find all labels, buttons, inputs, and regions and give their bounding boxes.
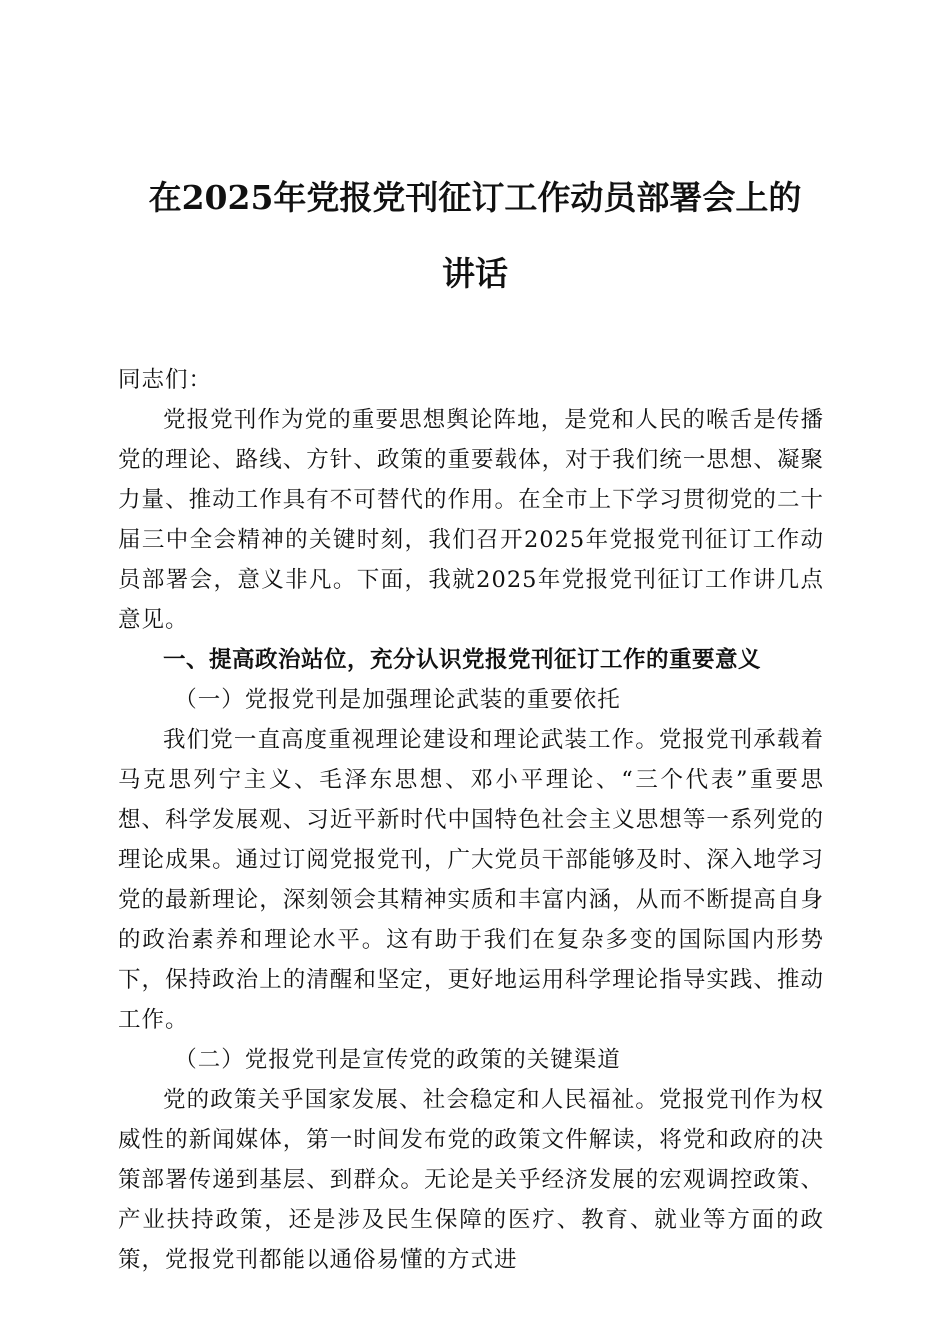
document-body xyxy=(118,360,824,1280)
subsection-1-paragraph: 我们党一直高度重视理论建设和理论武装工作。党报党刊承载着马克思列宁主义、毛泽东思想、邓小平理论、“三个代表”重要思想、科学发展观、习近平新时代中国特色社会主义思想等一系列党的理论成果。通过订阅党报党刊，广大党员干部能够及时、深入地学习党的最新理论，深刻领会其精神实质和丰富内涵，从而不断提高自身的政治素养和理论水平。这有助于我们在复杂多变的国际国内形势下，保持政治上的清醒和坚定，更好地运用科学理论指导实践、推动工作。 xyxy=(118,727,824,1033)
section-heading-1: 一、提高政治站位，充分认识党报党刊征订工作的重要意义 xyxy=(163,647,762,673)
intro-paragraph: 党报党刊作为党的重要思想舆论阵地，是党和人民的喉舌是传播党的理论、路线、方针、政策的重要载体，对于我们统一思想、凝聚力量、推动工作具有不可替代的作用。在全市上下学习贯彻党的二十届三中全会精神的关键时刻，我们召开2025年党报党刊征订工作动员部署会，意义非凡。下面，我就2025年党报党刊征订工作讲几点意见。 xyxy=(118,407,824,633)
title-line-1: 在2025年党报党刊征订工作动员部署会上的 xyxy=(148,178,802,217)
title-line-2: 讲话 xyxy=(442,254,508,293)
subsection-2-paragraph: 党的政策关乎国家发展、社会稳定和人民福祉。党报党刊作为权威性的新闻媒体，第一时间发布党的政策文件解读，将党和政府的决策部署传递到基层、到群众。无论是关乎经济发展的宏观调控政策、产业扶持政策，还是涉及民生保障的医疗、教育、就业等方面的政策，党报党刊都能以通俗易懂的方式进 xyxy=(118,1087,824,1273)
salutation: 同志们： xyxy=(118,367,213,393)
document-title xyxy=(100,160,850,312)
subsection-heading-2: （二）党报党刊是宣传党的政策的关键渠道 xyxy=(174,1047,621,1073)
subsection-heading-1: （一）党报党刊是加强理论武装的重要依托 xyxy=(174,687,621,713)
